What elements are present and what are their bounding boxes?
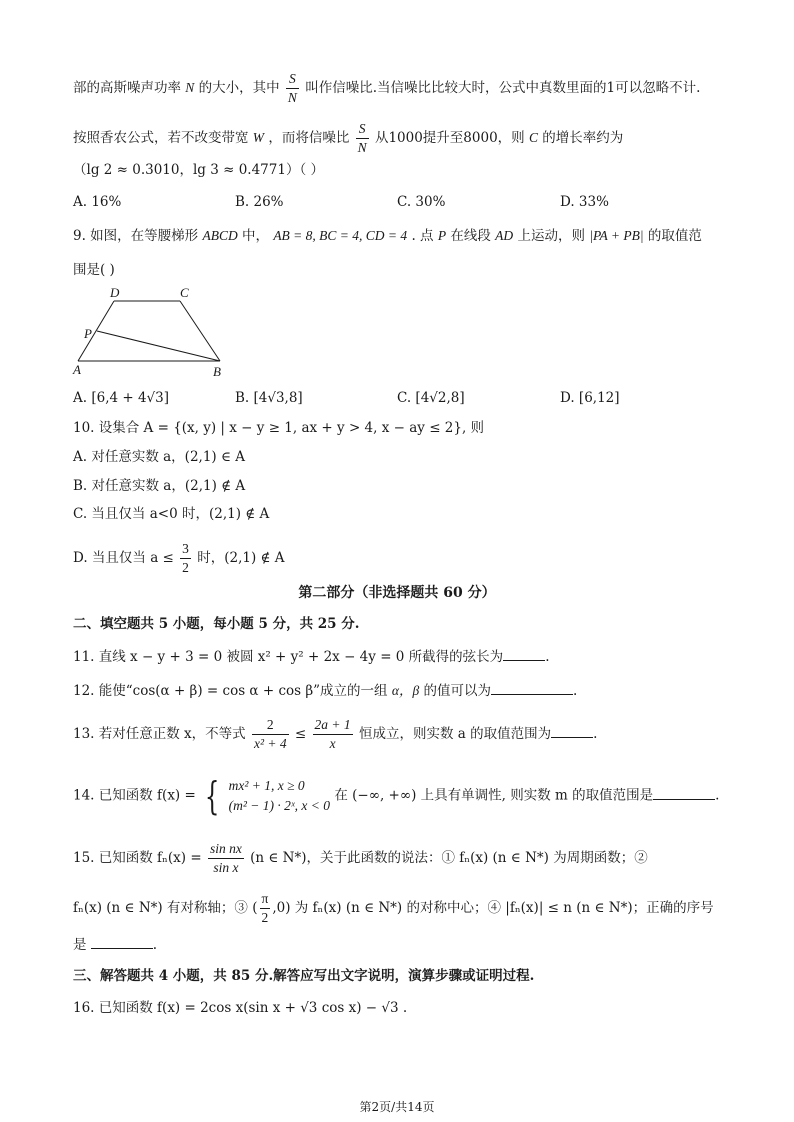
q9-abcd: ABCD [202,228,238,243]
q9-l1f: 的取值范 [647,228,702,244]
q9-l1a: 9. 如图，在等腰梯形 [73,228,199,244]
snr-fraction [286,70,299,107]
q15-pi-fraction [260,890,271,927]
q10-d2: 时，(2,1) ∉ A [197,550,285,566]
q8-noise-symbol: N [185,80,195,95]
q15-blank [91,934,153,949]
q10-d1: D. 当且仅当 a ≤ [73,550,174,566]
q9-l1e: 上运动，则 [517,228,585,244]
q8-l2b: ，而将信噪比 [268,130,350,146]
label-b: B [213,364,221,379]
q14: 14. 已知函数 f(x) = { mx² + 1, x ≥ 0 (m² − 1) · 2ˣ, x < 0 在 (−∞, +∞) 上具有单调性, 则实数 m 的取值范围是 . [73,774,720,818]
q14-brace: { [204,774,220,818]
part2-title: 第二部分（非选择题共 60 分） [298,585,496,601]
section2-title: 二、填空题共 5 小题，每小题 5 分，共 25 分. [73,616,360,632]
segment-pb [97,331,220,361]
q8-l1a: 部的高斯噪声功率 [73,80,181,96]
q15-pi-num: π [260,890,271,909]
q8-option-d: D. 33% [560,194,609,210]
q9-option-c: C. [4√2,8] [397,390,465,406]
q15-l2b: ,0) 为 fₙ(x) (n ∈ N*) 的对称中心；④ |fₙ(x)| ≤ n (n ∈ N*)；正确的序号 [272,900,714,916]
q9-l1b: 中， [242,228,270,244]
q9-l1d: 在线段 [450,228,491,244]
page-footer: 第2页/共14页 [359,1100,435,1114]
snr-fraction-2 [356,120,369,157]
q8-l2c: 从1000提升至8000，则 [374,130,525,146]
q12-c: 的值可以为 [423,683,491,699]
q8-l1b: 的大小，其中 [198,80,280,96]
q15-pi-den: 2 [261,910,269,925]
q11-text: 11. 直线 x − y + 3 = 0 被圆 x² + y² + 2x − 4y = 0 所截得的弦长为 [73,649,504,665]
q15-a: 15. 已知函数 fₙ(x) = [73,850,202,866]
q12: 12. 能使“cos(α + β) = cos α + cos β”成立的一组 α，β 的值可以为 . [73,680,577,701]
q12-a: 12. 能使“cos(α + β) = cos α + cos β”成立的一组 [73,683,388,699]
q11: 11. 直线 x − y + 3 = 0 被圆 x² + y² + 2x − 4y = 0 所截得的弦长为 . [73,646,549,667]
q8-option-c: C. 30% [397,194,446,210]
snr-den: N [287,90,297,105]
q9-line-1 [73,226,702,246]
q8-l1c: 叫作信噪比.当信噪比比较大时，公式中真数里面的1可以忽略不计. [305,80,701,96]
q14-a: 14. 已知函数 f(x) = [73,787,196,804]
q9-l1c: . 点 [411,228,434,244]
q9-line-2: 围是( ) [73,262,115,278]
trapezoid-figure [70,284,230,380]
q9-vector-expression: |PA + PB| [589,228,644,243]
q9-option-d: D. [6,12] [560,390,620,406]
q15-line-3: 是 . [73,934,157,955]
q13-fraction-2 [313,716,353,753]
snr-num: S [286,70,299,89]
q8-option-b: B. 26% [235,194,284,210]
q15-f-num: sin nx [208,840,244,859]
edge-cb [180,301,220,361]
label-p: P [84,326,92,341]
q15-line-1 [73,840,648,877]
q11-blank [503,646,545,661]
q9-option-a: A. [6,4 + 4√3] [73,390,170,406]
q13-fraction-1 [252,716,289,753]
q13-f2-den: x [329,736,336,751]
q14-b: 在 (−∞, +∞) 上具有单调性, 则实数 m 的取值范围是 [334,787,654,804]
q8-line-3: （lg 2 ≈ 0.3010，lg 3 ≈ 0.4771）（ ） [73,162,324,178]
label-a: A [73,362,81,377]
section3-title: 三、解答题共 4 小题，共 85 分.解答应写出文字说明，演算步骤或证明过程. [73,968,535,984]
q8-option-a: A. 16% [73,194,122,210]
q8-line-1 [73,70,700,107]
q15-line-2 [73,890,714,927]
q13-f1-den: x² + 4 [253,736,287,751]
q8-line-2 [73,120,623,157]
q14-cases [229,776,330,816]
q10-d-fraction [180,540,191,577]
q9-ad: AD [495,228,514,243]
q13-a: 13. 若对任意正数 x，不等式 [73,726,246,742]
q10-d-num: 3 [180,540,191,559]
q10-option-a: A. 对任意实数 a，(2,1) ∈ A [73,449,245,465]
snr-num-2: S [356,120,369,139]
q8-capacity-symbol: C [528,130,538,145]
q16: 16. 已知函数 f(x) = 2cos x(sin x + √3 cos x) − √3 . [73,1000,408,1016]
q9-condition: AB = 8, BC = 4, CD = 4 [273,228,408,243]
q10-stem: 10. 设集合 A = {(x, y) | x − y ≥ 1, ax + y > 4, x − ay ≤ 2}, 则 [73,420,485,436]
q14-case-1: mx² + 1, x ≥ 0 [228,778,305,793]
q15-l3: 是 [73,937,87,953]
q14-blank [653,785,715,800]
q15-f-den: sin x [213,860,239,875]
q13-f1-num: 2 [252,716,289,735]
snr-den-2: N [357,140,367,155]
label-d: D [110,285,120,300]
q8-bandwidth-symbol: W [252,130,265,145]
label-c: C [180,285,189,300]
q10-d-den: 2 [182,560,189,575]
q15-fraction [208,840,244,877]
q8-l2d: 的增长率约为 [542,130,624,146]
q13-b: 恒成立，则实数 a 的取值范围为 [358,726,552,742]
q10-option-b: B. 对任意实数 a，(2,1) ∉ A [73,478,246,494]
q13-f2-num: 2a + 1 [313,716,353,735]
q9-p: P [437,228,447,243]
q12-blank [491,680,573,695]
q8-l2a: 按照香农公式，若不改变带宽 [73,130,249,146]
q9-option-b: B. [4√3,8] [235,390,303,406]
q15-l2a: fₙ(x) (n ∈ N*) 有对称轴；③ ( [73,900,258,916]
q12-b: α，β [391,683,420,698]
q10-option-c: C. 当且仅当 a<0 时，(2,1) ∉ A [73,506,270,522]
q13-le: ≤ [294,726,307,742]
q14-case-2: (m² − 1) · 2ˣ, x < 0 [228,798,331,813]
q10-option-d [73,540,285,577]
q15-b: (n ∈ N*)，关于此函数的说法：① fₙ(x) (n ∈ N*) 为周期函数；② [250,850,648,866]
q13: 13. 若对任意正数 x，不等式 $\frac{2}{\text{x² + 4}}$ ≤ $\frac{2a + 1}{x}$ 恒成立，则实数 a 的取值范围为 . [73,717,598,751]
q13-blank [551,723,593,738]
